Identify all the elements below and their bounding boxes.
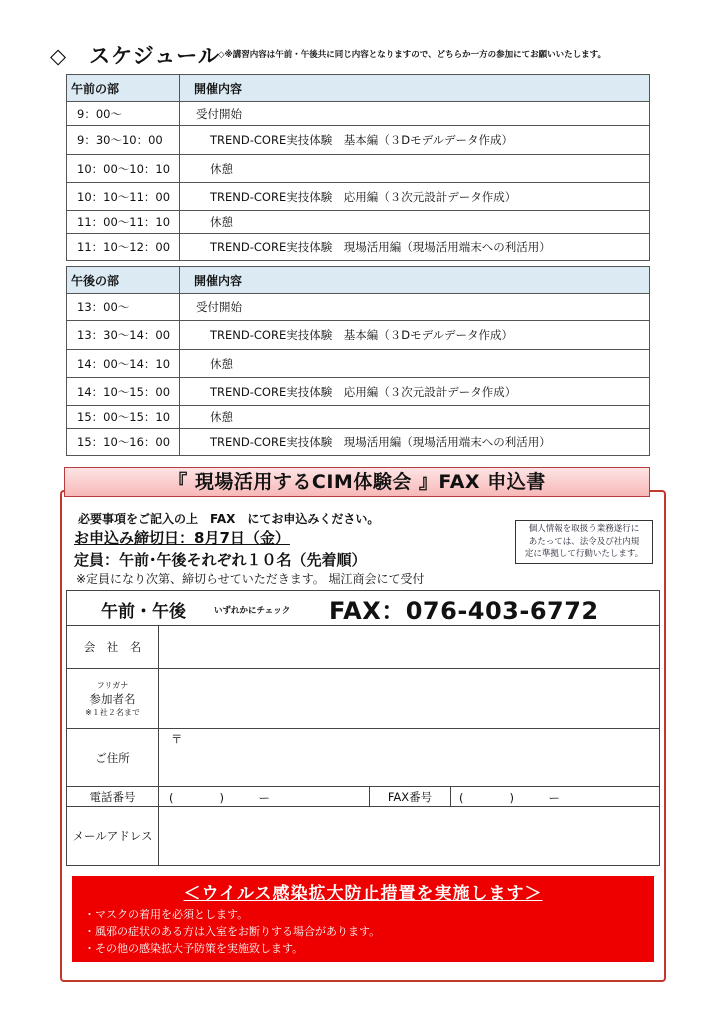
schedule-title: ◇ スケジュール bbox=[50, 44, 220, 68]
phone-row bbox=[67, 787, 659, 807]
row-content: 休憩 bbox=[180, 211, 650, 234]
privacy-line: あたっては、法令及び社内規 bbox=[528, 536, 640, 547]
table-row bbox=[67, 155, 650, 183]
row-time: 9：00～ bbox=[67, 102, 180, 126]
application-deadline bbox=[74, 527, 290, 548]
postal-mark: 〒 bbox=[171, 732, 183, 746]
notice-item: ・風邪の症状のある方は入室をお断りする場合があります。 bbox=[84, 925, 381, 938]
notice-item: ・マスクの着用を必須とします。 bbox=[84, 908, 249, 921]
header-time: 午前の部 bbox=[67, 75, 180, 102]
table-row bbox=[67, 406, 650, 429]
row-time: 14：00～14：10 bbox=[67, 350, 180, 378]
privacy-line: 定に準拠して行動いたします。 bbox=[524, 549, 644, 559]
fax-number: FAX：076-403-6772 bbox=[329, 597, 599, 625]
morning-schedule-table bbox=[66, 74, 650, 261]
row-time: 11：00～11：10 bbox=[67, 211, 180, 234]
table-row bbox=[67, 102, 650, 126]
phone-template: ( ) ー bbox=[169, 791, 270, 805]
fax-label bbox=[369, 787, 451, 806]
row-content: TREND-CORE実技体験 応用編（３次元設計データ作成） bbox=[180, 183, 650, 211]
row-time: 13：00～ bbox=[67, 294, 180, 321]
address-row bbox=[67, 729, 659, 787]
session-hint: いずれかにチェック bbox=[214, 606, 291, 616]
table-row bbox=[67, 211, 650, 234]
table-row bbox=[67, 350, 650, 378]
notice-title bbox=[72, 879, 654, 904]
row-content: 休憩 bbox=[180, 350, 650, 378]
row-content: TREND-CORE実技体験 現場活用編（現場活用端末への利活用） bbox=[180, 429, 650, 456]
fax-label-text: FAX番号 bbox=[387, 789, 433, 804]
email-row bbox=[67, 807, 659, 865]
row-time: 10：10～11：00 bbox=[67, 183, 180, 211]
table-row bbox=[67, 183, 650, 211]
row-content: TREND-CORE実技体験 応用編（３次元設計データ作成） bbox=[180, 378, 650, 406]
company-label-text: 会 社 名 bbox=[83, 640, 142, 654]
email-input[interactable] bbox=[159, 807, 659, 865]
row-content: 休憩 bbox=[180, 406, 650, 429]
participant-input[interactable] bbox=[159, 669, 659, 728]
application-form bbox=[66, 590, 660, 866]
deadline-text: お申込み締切日：8月7日（金） bbox=[74, 529, 290, 547]
privacy-line: 個人情報を取扱う業務遂行に bbox=[528, 524, 640, 534]
address-input[interactable] bbox=[159, 729, 659, 786]
application-capacity: 定員：午前･午後それぞれ１０名（先着順） bbox=[74, 551, 367, 569]
row-time: 15：10～16：00 bbox=[67, 429, 180, 456]
application-banner: 『 現場活用するCIM体験会 』FAX 申込書 bbox=[64, 467, 650, 497]
application-intro: 必要事項をご記入の上 FAX にてお申込みください。 bbox=[78, 512, 380, 526]
row-content: 受付開始 bbox=[180, 294, 650, 321]
address-label bbox=[67, 729, 159, 786]
fax-template: ( ) ー bbox=[459, 791, 560, 805]
company-label bbox=[67, 626, 159, 668]
company-row bbox=[67, 626, 659, 669]
participant-row bbox=[67, 669, 659, 729]
session-row bbox=[67, 591, 659, 626]
phone-label-text: 電話番号 bbox=[89, 789, 136, 804]
fax-input[interactable] bbox=[449, 787, 659, 806]
participant-label-text: 参加者名 bbox=[89, 691, 136, 706]
header-content: 開催内容 bbox=[180, 267, 650, 294]
participant-label bbox=[67, 669, 159, 728]
table-row bbox=[67, 294, 650, 321]
table-row bbox=[67, 321, 650, 350]
table-row bbox=[67, 378, 650, 406]
table-row bbox=[67, 429, 650, 456]
row-time: 10：00～10：10 bbox=[67, 155, 180, 183]
row-content: TREND-CORE実技体験 基本編（３Dモデルデータ作成） bbox=[180, 321, 650, 350]
company-input[interactable] bbox=[159, 626, 659, 668]
table-row bbox=[67, 234, 650, 261]
schedule-note: ◇※講習内容は午前・午後共に同じ内容となりますので、どちらか一方の参加にてお願いいたします。 bbox=[218, 50, 606, 60]
furigana-label: フリガナ bbox=[96, 680, 129, 690]
row-content: TREND-CORE実技体験 基本編（３Dモデルデータ作成） bbox=[180, 126, 650, 155]
phone-input[interactable] bbox=[159, 787, 369, 806]
notice-item: ・その他の感染拡大予防策を実施致します。 bbox=[84, 942, 304, 955]
row-content: 休憩 bbox=[180, 155, 650, 183]
table-header-row bbox=[67, 75, 650, 102]
application-note: ※定員になり次第、締切らせていただきます。 堀江商会にて受付 bbox=[76, 572, 425, 586]
header-time: 午後の部 bbox=[67, 267, 180, 294]
row-content: 受付開始 bbox=[180, 102, 650, 126]
address-label-text: ご住所 bbox=[95, 750, 130, 765]
afternoon-schedule-table bbox=[66, 266, 650, 456]
infection-notice bbox=[72, 876, 654, 962]
email-label-text: メールアドレス bbox=[72, 829, 153, 843]
participant-note: ※１社２名まで bbox=[85, 707, 140, 717]
header-content: 開催内容 bbox=[180, 75, 650, 102]
table-header-row bbox=[67, 267, 650, 294]
table-row bbox=[67, 126, 650, 155]
email-label bbox=[67, 807, 159, 865]
row-content: TREND-CORE実技体験 現場活用編（現場活用端末への利活用） bbox=[180, 234, 650, 261]
row-time: 11：10～12：00 bbox=[67, 234, 180, 261]
row-time: 15：00～15：10 bbox=[67, 406, 180, 429]
notice-title-text: ＜ウイルス感染拡大防止措置を実施します＞ bbox=[183, 884, 543, 904]
session-label[interactable]: 午前・午後 bbox=[101, 602, 186, 622]
privacy-notice bbox=[515, 520, 653, 564]
row-time: 9：30～10：00 bbox=[67, 126, 180, 155]
row-time: 13：30～14：00 bbox=[67, 321, 180, 350]
row-time: 14：10～15：00 bbox=[67, 378, 180, 406]
phone-label bbox=[67, 787, 159, 806]
